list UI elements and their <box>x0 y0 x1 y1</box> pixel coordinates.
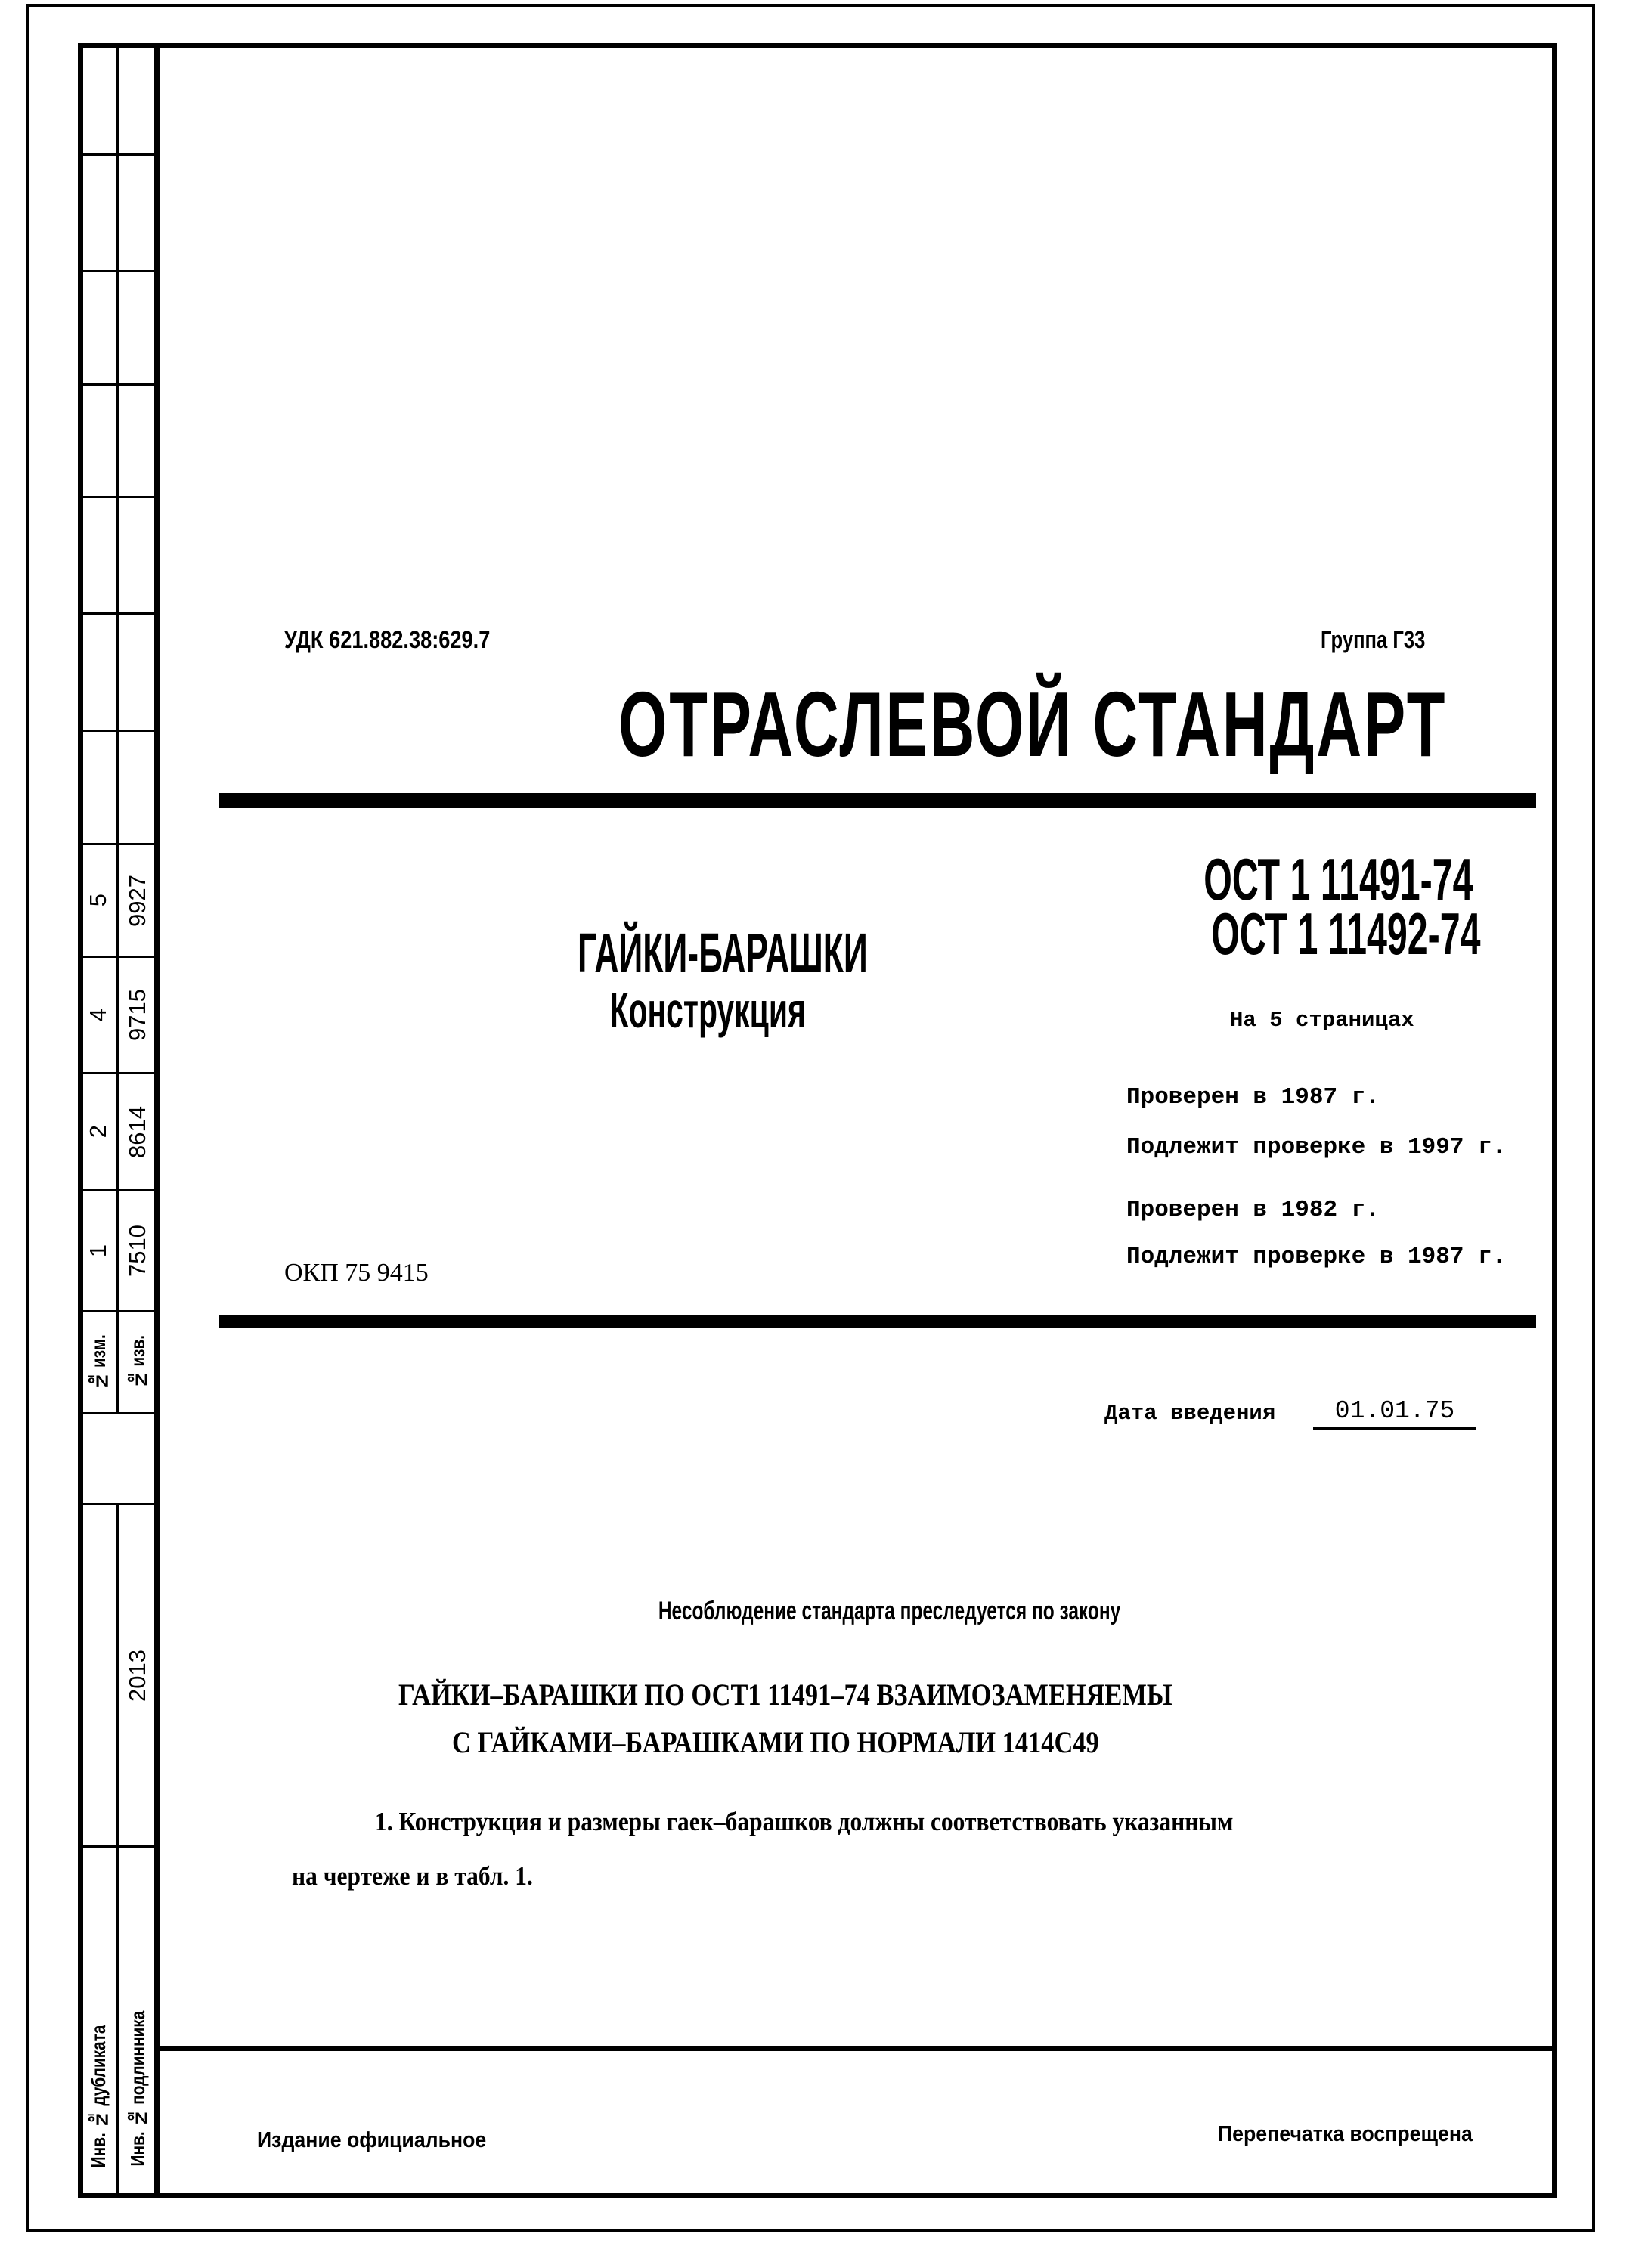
change-number-cell <box>78 1189 119 1312</box>
check-line-2: Подлежит проверке в 1997 г. <box>1126 1134 1507 1160</box>
change-header-cell <box>78 1310 119 1414</box>
effective-date-value: 01.01.75 <box>1313 1397 1476 1430</box>
document-type-title: ОТРАСЛЕВОЙ СТАНДАРТ <box>618 673 1448 776</box>
notice-header-cell <box>116 1310 159 1414</box>
check-line-1: Проверен в 1987 г. <box>1126 1084 1380 1111</box>
notice-number: 8614 <box>124 1105 150 1158</box>
empty-cell <box>78 153 119 272</box>
original-inventory-number: 2013 <box>124 1649 150 1702</box>
empty-cell <box>116 730 159 845</box>
footer-divider <box>159 2046 1557 2051</box>
check-line-3: Проверен в 1982 г. <box>1126 1197 1380 1223</box>
empty-cell <box>78 43 119 156</box>
effective-date-label: Дата введения <box>1104 1401 1276 1426</box>
check-line-4: Подлежит проверке в 1987 г. <box>1126 1244 1507 1270</box>
change-number: 1 <box>85 1244 111 1258</box>
official-edition-note: Издание официальное <box>257 2128 487 2152</box>
top-rule <box>219 793 1536 808</box>
paragraph-1-line-2: на чертеже и в табл. 1. <box>292 1861 533 1891</box>
empty-cell <box>78 1503 119 1848</box>
notice-number-cell <box>116 956 159 1074</box>
interchangeability-line-2: С ГАЙКАМИ–БАРАШКАМИ ПО НОРМАЛИ 1414С49 <box>452 1725 1099 1759</box>
duplicate-inventory-label: Инв. № дубликата <box>86 2025 110 2168</box>
udc-code: УДК 621.882.38:629.7 <box>284 626 491 653</box>
empty-cell <box>78 612 119 732</box>
empty-cell <box>116 43 159 156</box>
standard-number-2: ОСТ 1 11492-74 <box>1210 900 1481 967</box>
empty-cell <box>78 270 119 386</box>
empty-cell <box>116 153 159 272</box>
change-number-cell <box>78 956 119 1074</box>
original-inventory-value-cell <box>116 1503 159 1848</box>
standard-number-1: ОСТ 1 11491-74 <box>1203 846 1473 912</box>
original-inventory-label: Инв. № подлинника <box>125 2010 149 2167</box>
reprint-prohibited-note: Перепечатка воспрещена <box>1218 2122 1473 2146</box>
notice-number-cell <box>116 1072 159 1191</box>
change-number-cell <box>78 843 119 958</box>
empty-cell <box>116 496 159 615</box>
empty-cell <box>78 496 119 615</box>
change-number-cell <box>78 1072 119 1191</box>
empty-cell <box>78 383 119 498</box>
okp-code: ОКП 75 9415 <box>284 1259 429 1287</box>
interchangeability-line-1: ГАЙКИ–БАРАШКИ ПО ОСТ1 11491–74 ВЗАИМОЗАМЕНЯЕМЫ <box>398 1678 1172 1712</box>
empty-cell <box>116 383 159 498</box>
page-count: На 5 страницах <box>1230 1008 1414 1033</box>
notice-number-cell <box>116 1189 159 1312</box>
empty-cell <box>116 270 159 386</box>
group-code: Группа Г33 <box>1321 626 1426 653</box>
standard-subtitle: Конструкция <box>609 982 806 1038</box>
standard-name: ГАЙКИ-БАРАШКИ <box>577 922 868 984</box>
empty-cell <box>116 612 159 732</box>
duplicate-inventory-label-cell <box>78 1845 119 2198</box>
notice-number-cell <box>116 843 159 958</box>
change-number: 5 <box>85 894 111 907</box>
bottom-rule <box>219 1315 1536 1328</box>
notice-number-header: № изв. <box>125 1335 149 1390</box>
empty-cell <box>78 730 119 845</box>
legal-warning: Несоблюдение стандарта преследуется по закону <box>658 1597 1121 1625</box>
notice-number: 9715 <box>124 989 150 1041</box>
notice-number: 7510 <box>124 1225 150 1277</box>
notice-number: 9927 <box>124 874 150 927</box>
original-inventory-label-cell <box>116 1845 159 2198</box>
paragraph-1-line-1: 1. Конструкция и размеры гаек–барашков должны соответствовать указанным <box>375 1807 1234 1836</box>
change-number: 2 <box>85 1125 111 1139</box>
change-number: 4 <box>85 1008 111 1022</box>
change-number-header: № изм. <box>86 1334 110 1390</box>
